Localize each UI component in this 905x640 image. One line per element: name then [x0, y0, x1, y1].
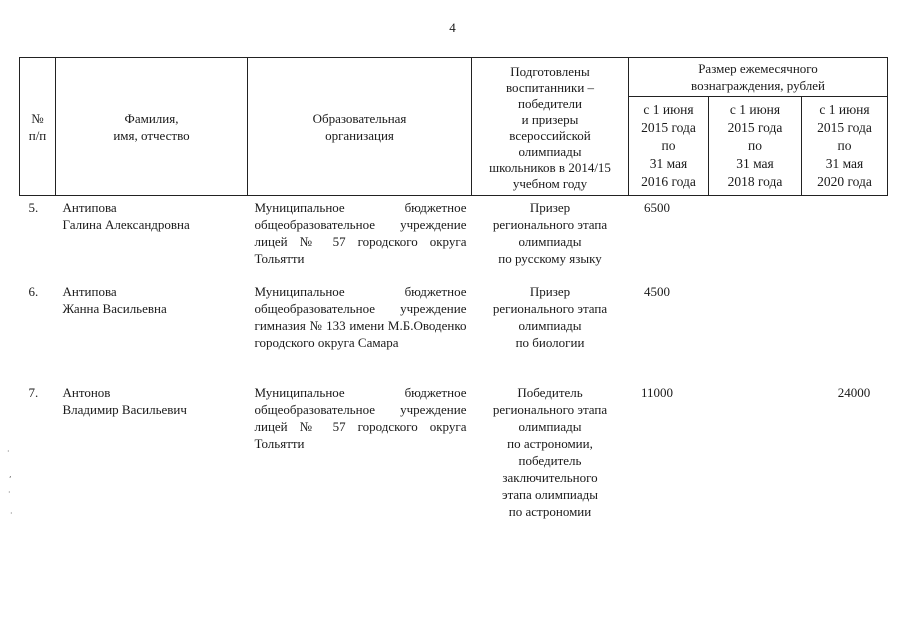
row-number: 5. [28, 200, 39, 215]
header-award-period-label: с 1 июня 2015 года по 31 мая 2018 года [727, 102, 783, 189]
row-full-name [56, 283, 248, 384]
row-full-name-text: Антонов Владимир Васильевич [62, 385, 187, 417]
row-award-1: 11000 [640, 385, 674, 400]
row-award-1: 6500 [644, 200, 670, 215]
table-row [20, 384, 888, 524]
header-award-period-2 [709, 97, 802, 196]
row-award-1: 4500 [644, 284, 670, 299]
header-award-period-1 [629, 97, 709, 196]
row-award-2 [709, 384, 802, 524]
scan-mark: · [10, 509, 13, 518]
header-name [56, 58, 248, 196]
row-full-name [56, 384, 248, 524]
row-full-name-text: Антипова Жанна Васильевна [62, 284, 167, 316]
header-award-period-label: с 1 июня 2015 года по 31 мая 2016 года [641, 102, 696, 189]
header-award-group-label: Размер ежемесячного вознаграждения, рублей [691, 61, 825, 93]
table-row [20, 283, 888, 384]
row-award-3 [802, 283, 888, 384]
header-num-label: № п/п [28, 110, 47, 143]
row-organization: Муниципальное бюджетное общеобразовательное учреждение гимназия № 133 имени М.Б.Оводенко городского округа Самара [254, 284, 467, 350]
awards-table [19, 57, 888, 524]
row-prepared [472, 196, 629, 284]
row-full-name [56, 196, 248, 284]
header-award-period-label: с 1 июня 2015 года по 31 мая 2020 года [817, 102, 872, 189]
table-row [20, 196, 888, 284]
header-organization-label: Образовательная организация [312, 110, 407, 143]
row-award-2 [709, 196, 802, 284]
header-organization [248, 58, 472, 196]
row-prepared-text: Призер регионального этапа олимпиады по биологии [492, 284, 608, 350]
row-award-2 [709, 283, 802, 384]
header-award-group [629, 58, 888, 97]
row-prepared-text: Победитель регионального этапа олимпиады по астрономии, победитель заключительного этапа олимпиады по астрономии [492, 385, 608, 519]
row-award-3 [802, 196, 888, 284]
table-body [20, 196, 888, 525]
header-prepared [472, 58, 629, 196]
scan-mark: · [8, 488, 11, 497]
header-num [20, 58, 56, 196]
header-prepared-label: Подготовлены воспитанники – победители и призеры всероссийской олимпиады школьников в 2014/15 учебном году [489, 63, 611, 191]
row-prepared [472, 283, 629, 384]
row-prepared [472, 384, 629, 524]
scan-mark: , [9, 470, 12, 479]
row-full-name-text: Антипова Галина Александровна [62, 200, 190, 232]
row-organization: Муниципальное бюджетное общеобразовательное учреждение лицей № 57 городского округа Тольятти [254, 385, 467, 451]
row-number: 6. [28, 284, 39, 299]
row-award-3: 24000 [837, 385, 871, 400]
row-prepared-text: Призер регионального этапа олимпиады по русскому языку [492, 200, 608, 266]
table-header [20, 58, 888, 196]
row-organization: Муниципальное бюджетное общеобразовательное учреждение лицей № 57 городского округа Тольятти [254, 200, 467, 266]
scan-mark: · [7, 447, 10, 456]
row-number: 7. [28, 385, 39, 400]
page-number: 4 [449, 20, 456, 35]
header-name-label: Фамилия, имя, отчество [113, 110, 190, 143]
header-award-period-3 [802, 97, 888, 196]
